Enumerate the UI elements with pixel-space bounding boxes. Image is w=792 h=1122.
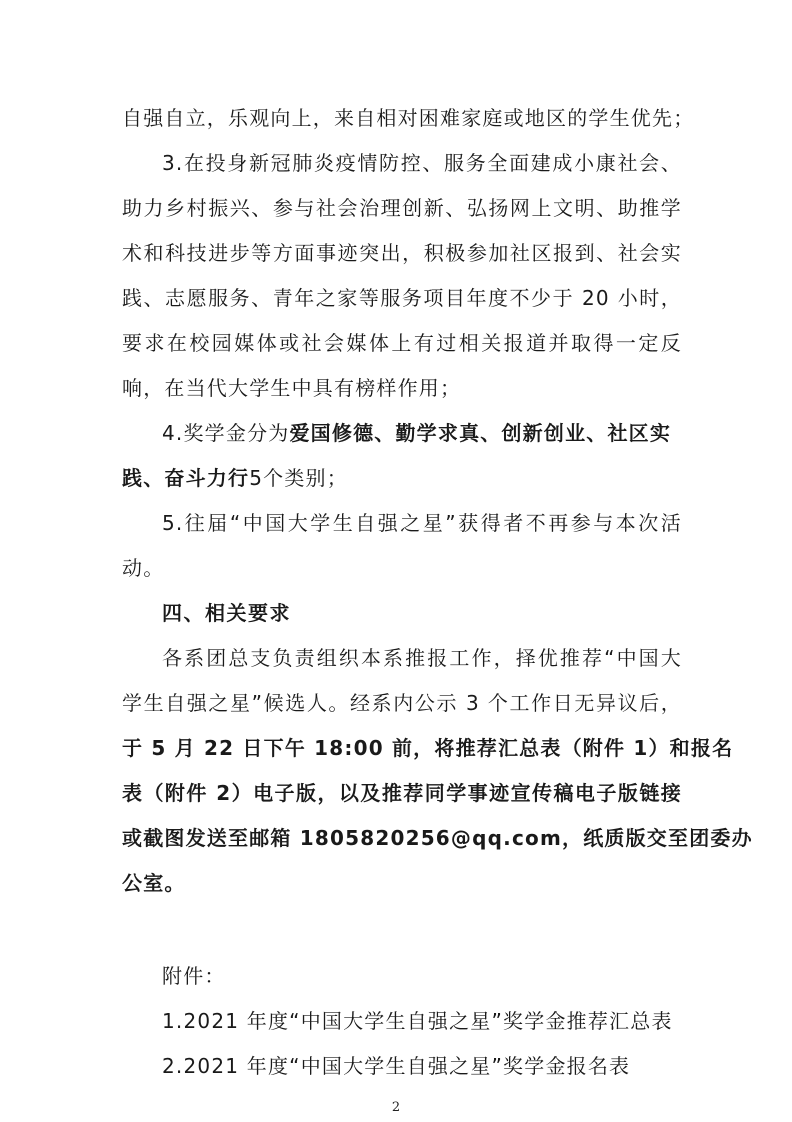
- item-4-categories-cont: 践、奋斗力行: [122, 466, 250, 490]
- paragraph-line: 要求在校园媒体或社会媒体上有过相关报道并取得一定反: [122, 331, 682, 355]
- paragraph-line: 响，在当代大学生中具有榜样作用；: [122, 376, 462, 400]
- requirements-bold-line: 或截图发送至邮箱 1805820256@qq.com，纸质版交至团委办: [122, 826, 753, 850]
- paragraph-line: 自强自立，乐观向上，来自相对困难家庭或地区的学生优先；: [122, 106, 695, 130]
- section-heading: 四、相关要求: [162, 601, 291, 625]
- attachment-item: 1.2021 年度“中国大学生自强之星”奖学金推荐汇总表: [162, 1009, 673, 1033]
- requirements-bold-line: 于 5 月 22 日下午 18:00 前，将推荐汇总表（附件 1）和报名: [122, 736, 734, 760]
- attachments-label: 附件：: [162, 964, 226, 988]
- paragraph-line: 助力乡村振兴、参与社会治理创新、弘扬网上文明、助推学: [122, 196, 682, 220]
- requirements-bold-line: 表（附件 2）电子版，以及推荐同学事迹宣传稿电子版链接: [122, 781, 682, 805]
- item-4-prefix: 4.奖学金分为: [162, 421, 290, 445]
- requirements-line: 学生自强之星”候选人。经系内公示 3 个工作日无异议后，: [122, 691, 682, 715]
- page-number: 2: [391, 1100, 401, 1115]
- item-3-line: 3.在投身新冠肺炎疫情防控、服务全面建成小康社会、: [162, 151, 682, 175]
- item-4-suffix: 5个类别；: [249, 466, 348, 490]
- item-5-line-2: 动。: [122, 556, 165, 580]
- paragraph-line: 术和科技进步等方面事迹突出，积极参加社区报到、社会实: [122, 241, 682, 265]
- item-4-categories: 爱国修德、勤学求真、创新创业、社区实: [289, 421, 672, 445]
- requirements-bold-line: 公室。: [122, 871, 186, 895]
- requirements-line: 各系团总支负责组织本系推报工作，择优推荐“中国大: [162, 646, 682, 670]
- item-4-line-2: [122, 464, 348, 492]
- attachment-item: 2.2021 年度“中国大学生自强之星”奖学金报名表: [162, 1054, 631, 1078]
- paragraph-line: 践、志愿服务、青年之家等服务项目年度不少于 20 小时，: [122, 286, 682, 310]
- item-4-line: [162, 419, 671, 447]
- item-5-line: 5.往届“中国大学生自强之星”获得者不再参与本次活: [162, 511, 682, 535]
